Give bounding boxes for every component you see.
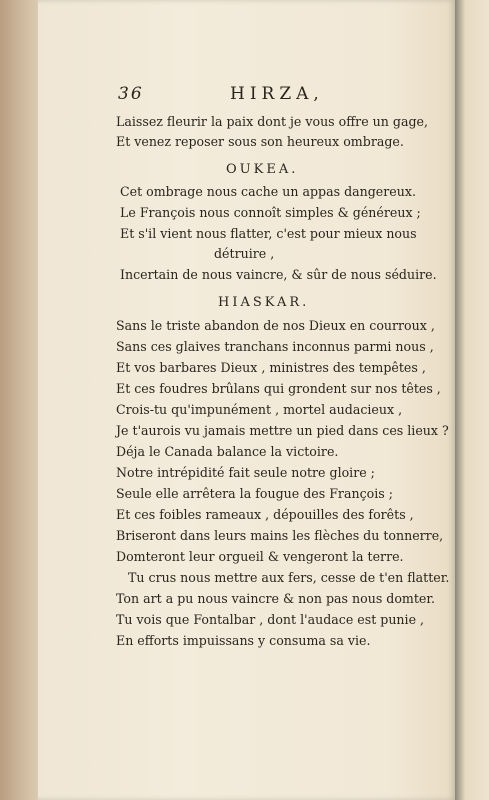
verse-line: Sans le triste abandon de nos Dieux en courroux ,: [116, 318, 435, 333]
verse-line: Déja le Canada balance la victoire.: [116, 444, 339, 459]
facing-page-edge: [455, 0, 489, 800]
speaker-name: HIASKAR.: [218, 295, 310, 310]
verse-line: Et venez reposer sous son heureux ombrage.: [116, 134, 404, 149]
verse-line: Ton art a pu nous vaincre & non pas nous domter.: [116, 591, 436, 606]
verse-line: En efforts impuissans y consuma sa vie.: [116, 633, 371, 648]
verse-line: Tu vois que Fontalbar , dont l'audace est punie ,: [116, 612, 425, 627]
verse-line: Tu crus nous mettre aux fers, cesse de t'en flatter.: [128, 570, 450, 585]
verse-line: Notre intrépidité fait seule notre gloire ;: [116, 465, 375, 480]
verse-line: Et vos barbares Dieux , ministres des tempêtes ,: [116, 360, 426, 375]
verse-line-continuation: détruire ,: [214, 246, 275, 261]
verse-line: Incertain de nous vaincre, & sûr de nous séduire.: [120, 267, 437, 282]
verse-line: Crois-tu qu'impunément , mortel audacieux ,: [116, 402, 403, 417]
verse-line: Laissez fleurir la paix dont je vous offre un gage,: [116, 114, 428, 129]
verse-line: Et ces foibles rameaux , dépouilles des forêts ,: [116, 507, 414, 522]
verse-line: Cet ombrage nous cache un appas dangereux.: [120, 184, 416, 199]
verse-line: Domteront leur orgueil & vengeront la terre.: [116, 549, 404, 564]
page-number: 36: [118, 84, 144, 104]
verse-line: Briseront dans leurs mains les flèches du tonnerre,: [116, 528, 444, 543]
page-gutter: [0, 0, 38, 800]
verse-line: Je t'aurois vu jamais mettre un pied dans ces lieux ?: [116, 423, 449, 438]
verse-line: Seule elle arrêtera la fougue des François ;: [116, 486, 393, 501]
running-title: HIRZA,: [230, 84, 324, 104]
verse-line: Sans ces glaives tranchans inconnus parmi nous ,: [116, 339, 434, 354]
speaker-name: OUKEA.: [226, 162, 299, 177]
verse-line: Et ces foudres brûlans qui grondent sur nos têtes ,: [116, 381, 441, 396]
verse-line: Le François nous connoît simples & généreux ;: [120, 205, 421, 220]
verse-line: Et s'il vient nous flatter, c'est pour mieux nous: [120, 226, 417, 241]
